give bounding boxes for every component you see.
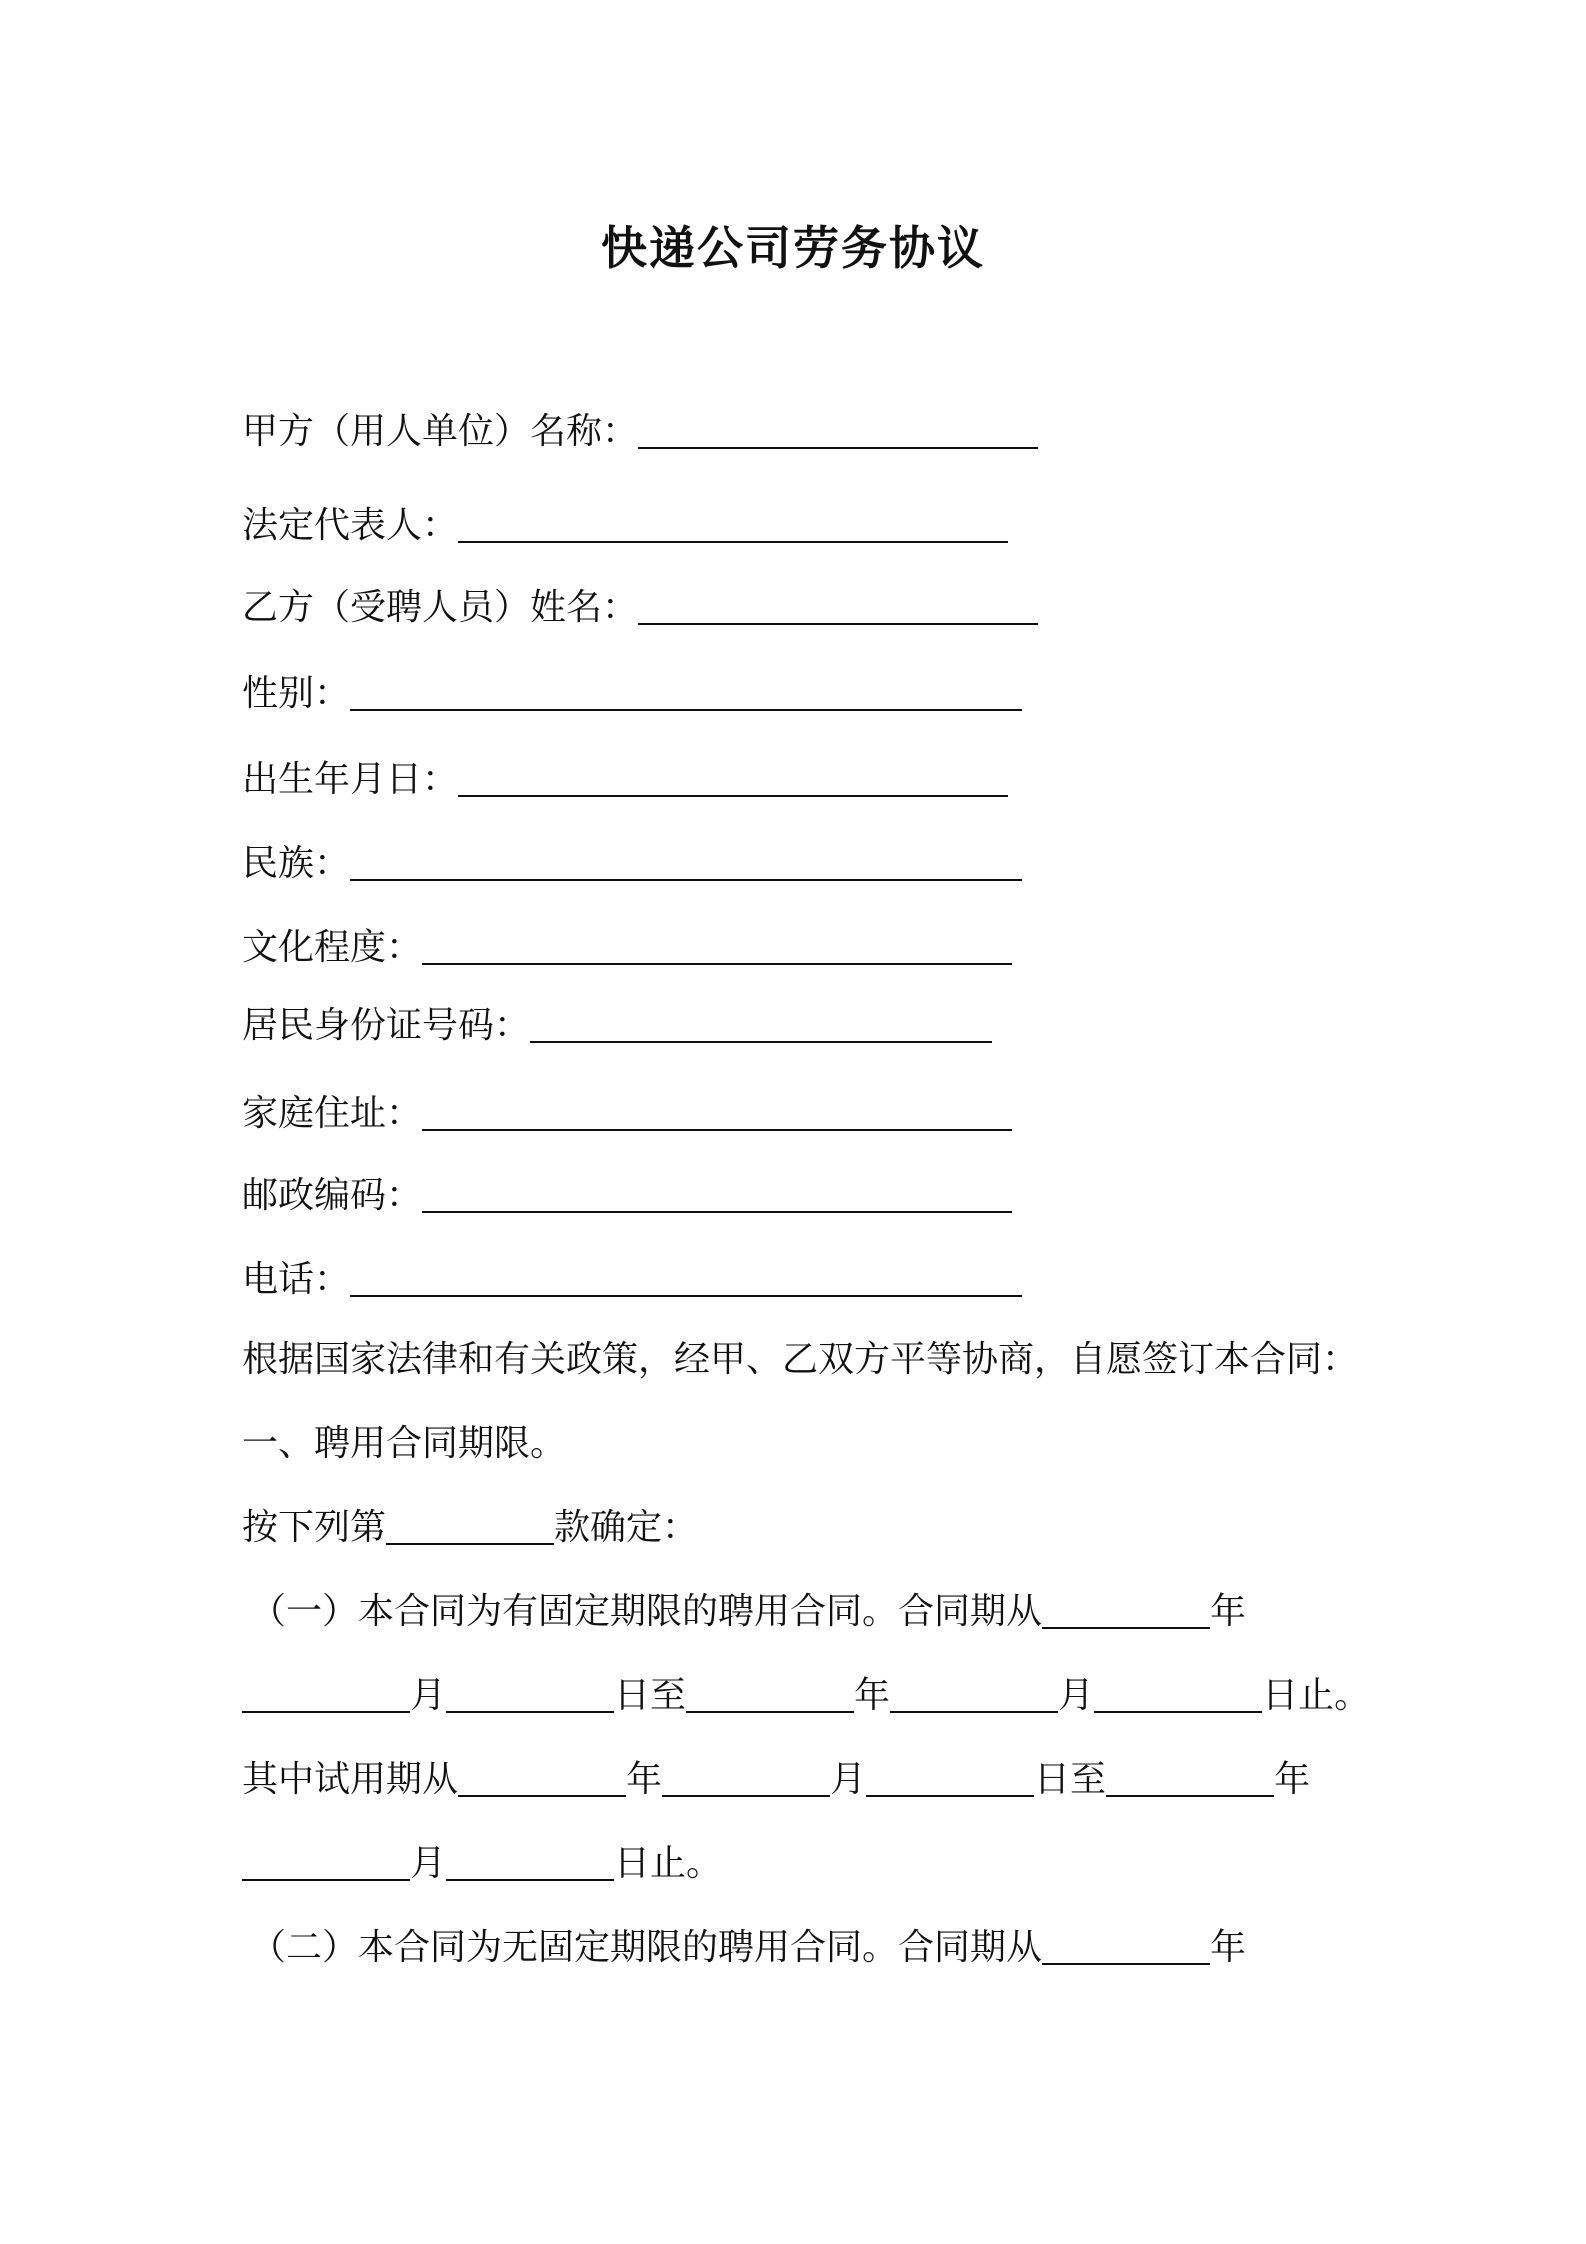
field-label: 甲方（用人单位）名称： [242,411,639,452]
item1-line3 [242,1756,1310,1804]
field-postal-code [242,1172,1012,1220]
blank-line[interactable] [662,1757,830,1797]
blank-line[interactable] [1106,1757,1274,1797]
blank-line[interactable] [530,1003,992,1043]
field-label: 民族： [242,843,351,884]
field-label: 出生年月日： [242,759,459,800]
field-label: 性别： [242,673,351,714]
month-label: 月 [830,1759,867,1800]
blank-line[interactable] [446,1841,614,1881]
blank-line[interactable] [422,1173,1012,1213]
blank-line[interactable] [422,1091,1012,1131]
field-party-b-name [242,584,1038,632]
blank-line[interactable] [242,1673,410,1713]
item1-line1 [250,1588,1246,1636]
blank-line[interactable] [242,1841,410,1881]
item1-line2 [242,1672,1370,1720]
blank-line[interactable] [458,1757,626,1797]
blank-line[interactable] [422,925,1012,965]
blank-line[interactable] [686,1673,854,1713]
year-label: 年 [854,1675,891,1716]
blank-line[interactable] [458,757,1008,797]
item2-text: （二）本合同为无固定期限的聘用合同。合同期从 [250,1927,1043,1968]
field-label: 法定代表人： [242,505,459,546]
field-label: 乙方（受聘人员）姓名： [242,587,639,628]
blank-line[interactable] [350,841,1022,881]
field-legal-representative [242,502,1008,550]
clause-select-prefix: 按下列第 [242,1507,387,1548]
field-label: 邮政编码： [242,1175,423,1216]
section-heading: 一、聘用合同期限。 [242,1423,567,1464]
item2-line1 [250,1924,1246,1972]
blank-line[interactable] [386,1505,554,1545]
field-label: 文化程度： [242,927,423,968]
item1-text: （一）本合同为有固定期限的聘用合同。合同期从 [250,1591,1043,1632]
blank-line[interactable] [866,1757,1034,1797]
year-label: 年 [1210,1927,1247,1968]
blank-line[interactable] [890,1673,1058,1713]
field-birth-date [242,756,1008,804]
field-phone [242,1256,1022,1304]
month-label: 月 [410,1843,447,1884]
day-end-label: 日止。 [614,1843,723,1884]
blank-line[interactable] [1094,1673,1262,1713]
month-label: 月 [1058,1675,1095,1716]
intro-paragraph: 根据国家法律和有关政策，经甲、乙双方平等协商，自愿签订本合同： [242,1339,1359,1380]
field-id-number [242,1002,992,1050]
year-label: 年 [1274,1759,1311,1800]
day-end-label: 日止。 [1262,1675,1371,1716]
clause-select-line [242,1504,698,1552]
year-label: 年 [1210,1591,1247,1632]
blank-line[interactable] [638,585,1038,625]
blank-line[interactable] [1042,1589,1210,1629]
year-label: 年 [626,1759,663,1800]
document-title: 快递公司劳务协议 [601,221,985,275]
blank-line[interactable] [458,503,1008,543]
field-home-address [242,1090,1012,1138]
blank-line[interactable] [446,1673,614,1713]
blank-line[interactable] [350,671,1022,711]
item1-line4 [242,1840,722,1888]
clause-select-suffix: 款确定： [554,1507,699,1548]
field-party-a-name [242,408,1038,456]
field-label: 电话： [242,1259,351,1300]
blank-line[interactable] [350,1257,1022,1297]
field-label: 家庭住址： [242,1093,423,1134]
probation-prefix: 其中试用期从 [242,1759,459,1800]
month-label: 月 [410,1675,447,1716]
field-education [242,924,1012,972]
field-gender [242,670,1022,718]
field-label: 居民身份证号码： [242,1005,531,1046]
day-to-label: 日至 [614,1675,687,1716]
blank-line[interactable] [638,409,1038,449]
day-to-label: 日至 [1034,1759,1107,1800]
field-ethnicity [242,840,1022,888]
blank-line[interactable] [1042,1925,1210,1965]
